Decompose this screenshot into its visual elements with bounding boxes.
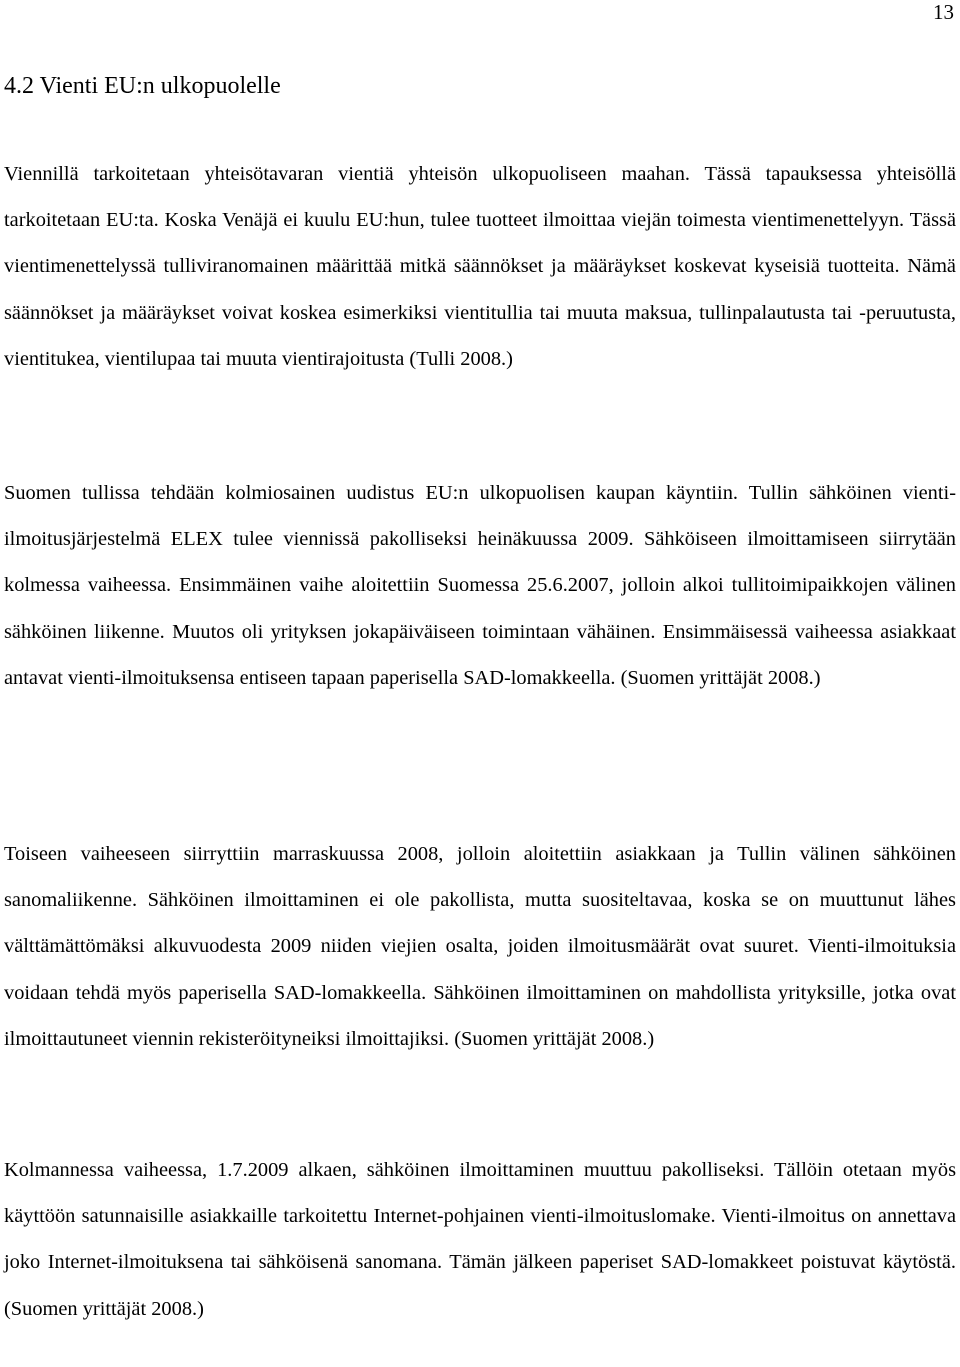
paragraph-customs-reform: Suomen tullissa tehdään kolmiosainen uudistus EU:n ulkopuolisen kaupan käyntiin. Tullin sähköinen vienti-ilmoitusjärjestelmä ELEX tulee viennissä pakolliseksi heinäkuussa 2009. Sähköiseen ilmoittamiseen siirrytään kolmessa vaiheessa. Ensimmäinen vaihe aloitettiin Suomessa 25.6.2007, jolloin alkoi tullitoimipaikkojen välinen sähköinen liikenne. Muutos oli yrityksen jokapäiväiseen toimintaan vähäinen. Ensimmäisessä vaiheessa asiakkaat antavat vienti-ilmoituksensa entiseen tapaan paperisella SAD-lomakkeella. (Suomen yrittäjät 2008.) (4, 482, 956, 689)
paragraph-export-definition: Viennillä tarkoitetaan yhteisötavaran vientiä yhteisön ulkopuoliseen maahan. Tässä tapauksessa yhteisöllä tarkoitetaan EU:ta. Koska Venäjä ei kuulu EU:hun, tulee tuotteet ilmoittaa viejän toimesta vientimenettelyyn. Tässä vientimenettelyssä tulliviranomainen määrittää mitkä säännökset ja määräykset koskevat kyseisiä tuotteita. Nämä säännökset ja määräykset voivat koskea esimerkiksi vientitullia tai muuta maksua, tullinpalautusta tai -peruutusta, vientitukea, vientilupaa tai muuta vientirajoitusta (Tulli 2008.) (4, 163, 956, 370)
section-heading: 4.2 Vienti EU:n ulkopuolelle (4, 73, 281, 99)
page-number: 13 (933, 0, 954, 24)
paragraph-third-phase: Kolmannessa vaiheessa, 1.7.2009 alkaen, sähköinen ilmoittaminen muuttuu pakolliseksi. Tällöin otetaan myös käyttöön satunnaisille asiakkaille tarkoitettu Internet-pohjainen vienti-ilmoituslomake. Vienti-ilmoitus on annettava joko Internet-ilmoituksena tai sähköisenä sanomana. Tämän jälkeen paperiset SAD-lomakkeet poistuvat käytöstä. (Suomen yrittäjät 2008.) (4, 1159, 956, 1320)
paragraph-second-phase: Toiseen vaiheeseen siirryttiin marraskuussa 2008, jolloin aloitettiin asiakkaan ja Tullin välinen sähköinen sanomaliikenne. Sähköinen ilmoittaminen ei ole pakollista, mutta suositeltavaa, koska se on muuttunut lähes välttämättömäksi alkuvuodesta 2009 niiden viejien osalta, joiden ilmoitusmäärät ovat suuret. Vienti-ilmoituksia voidaan tehdä myös paperisella SAD-lomakkeella. Sähköinen ilmoittaminen on mahdollista yrityksille, jotka ovat ilmoittautuneet viennin rekisteröityneiksi ilmoittajiksi. (Suomen yrittäjät 2008.) (4, 843, 956, 1050)
